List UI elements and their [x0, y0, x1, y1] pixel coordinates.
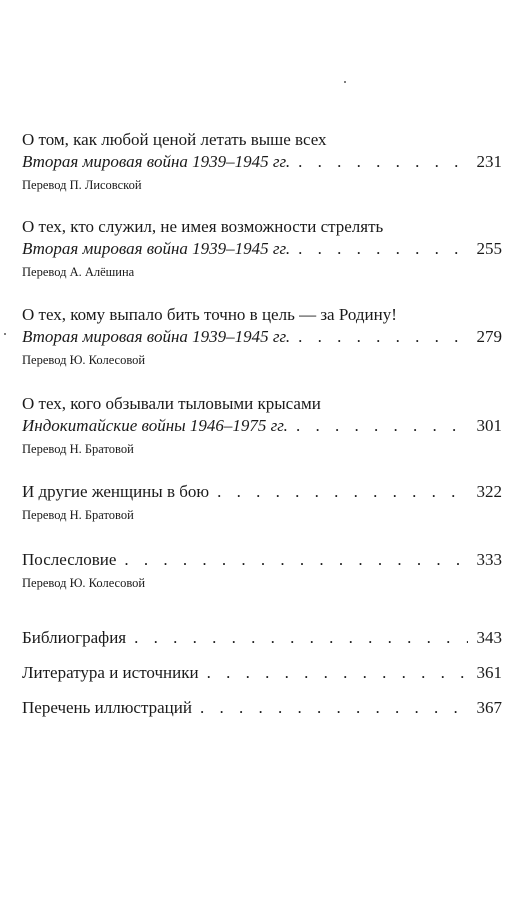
- translator-credit: Перевод П. Лисовской: [22, 178, 142, 192]
- dot-leader: [217, 481, 468, 503]
- entry-title-line: [22, 216, 502, 238]
- entry-title-line: [22, 662, 502, 684]
- entry-title: О тех, кто служил, не имея возможности стрелять: [22, 217, 384, 236]
- dot-leader: [207, 662, 468, 684]
- page-number: 361: [476, 663, 502, 682]
- print-speck: [4, 333, 6, 335]
- entry-title-line: [22, 304, 502, 326]
- dot-leader: [134, 627, 468, 649]
- entry-title: О том, как любой ценой летать выше всех: [22, 130, 327, 149]
- entry-subtitle-line: [22, 238, 502, 260]
- page-number: 279: [476, 327, 502, 346]
- page-number: 343: [476, 628, 502, 647]
- entry-title-line: [22, 129, 502, 151]
- dot-leader: [296, 415, 468, 437]
- entry-title-line: [22, 627, 502, 649]
- print-speck: [344, 81, 346, 83]
- translator-credit: Перевод Н. Братовой: [22, 442, 134, 456]
- toc-entry: [22, 481, 502, 524]
- entry-title: Литература и источники: [22, 663, 199, 682]
- dot-leader: [124, 549, 468, 571]
- toc-entry: [22, 697, 502, 719]
- translator-credit: Перевод Н. Братовой: [22, 508, 134, 522]
- dot-leader: [298, 151, 468, 173]
- translator-credit: Перевод Ю. Колесовой: [22, 353, 146, 367]
- entry-subtitle: Вторая мировая война 1939–1945 гг.: [22, 327, 291, 346]
- toc-entry: [22, 627, 502, 649]
- entry-subtitle-line: [22, 415, 502, 437]
- entry-title: Перечень иллюстраций: [22, 698, 192, 717]
- page-number: 333: [476, 550, 502, 569]
- page-number: 255: [476, 239, 502, 258]
- entry-title: И другие женщины в бою: [22, 482, 210, 501]
- page-number: 301: [476, 416, 502, 435]
- entry-title-line: [22, 697, 502, 719]
- entry-title: Библиография: [22, 628, 127, 647]
- toc-entry: [22, 549, 502, 592]
- entry-subtitle-line: [22, 151, 502, 173]
- translator-credit: Перевод Ю. Колесовой: [22, 576, 146, 590]
- toc-entry: [22, 393, 502, 458]
- toc-entry: [22, 304, 502, 369]
- entry-title-line: [22, 549, 502, 571]
- entry-subtitle: Индокитайские войны 1946–1975 гг.: [22, 416, 288, 435]
- toc-entry: [22, 216, 502, 281]
- entry-title-line: [22, 393, 502, 415]
- page-number: 367: [476, 698, 502, 717]
- entry-subtitle-line: [22, 326, 502, 348]
- entry-subtitle: Вторая мировая война 1939–1945 гг.: [22, 239, 291, 258]
- entry-title: О тех, кому выпало бить точно в цель — за Родину!: [22, 305, 397, 324]
- translator-credit: Перевод А. Алёшина: [22, 265, 135, 279]
- entry-subtitle: Вторая мировая война 1939–1945 гг.: [22, 152, 291, 171]
- dot-leader: [298, 238, 468, 260]
- page-number: 231: [476, 152, 502, 171]
- dot-leader: [298, 326, 468, 348]
- toc-entry: [22, 662, 502, 684]
- entry-title: Послесловие: [22, 550, 117, 569]
- entry-title: О тех, кого обзывали тыловыми крысами: [22, 394, 321, 413]
- dot-leader: [200, 697, 468, 719]
- toc-entry: [22, 129, 502, 194]
- entry-title-line: [22, 481, 502, 503]
- page-number: 322: [476, 482, 502, 501]
